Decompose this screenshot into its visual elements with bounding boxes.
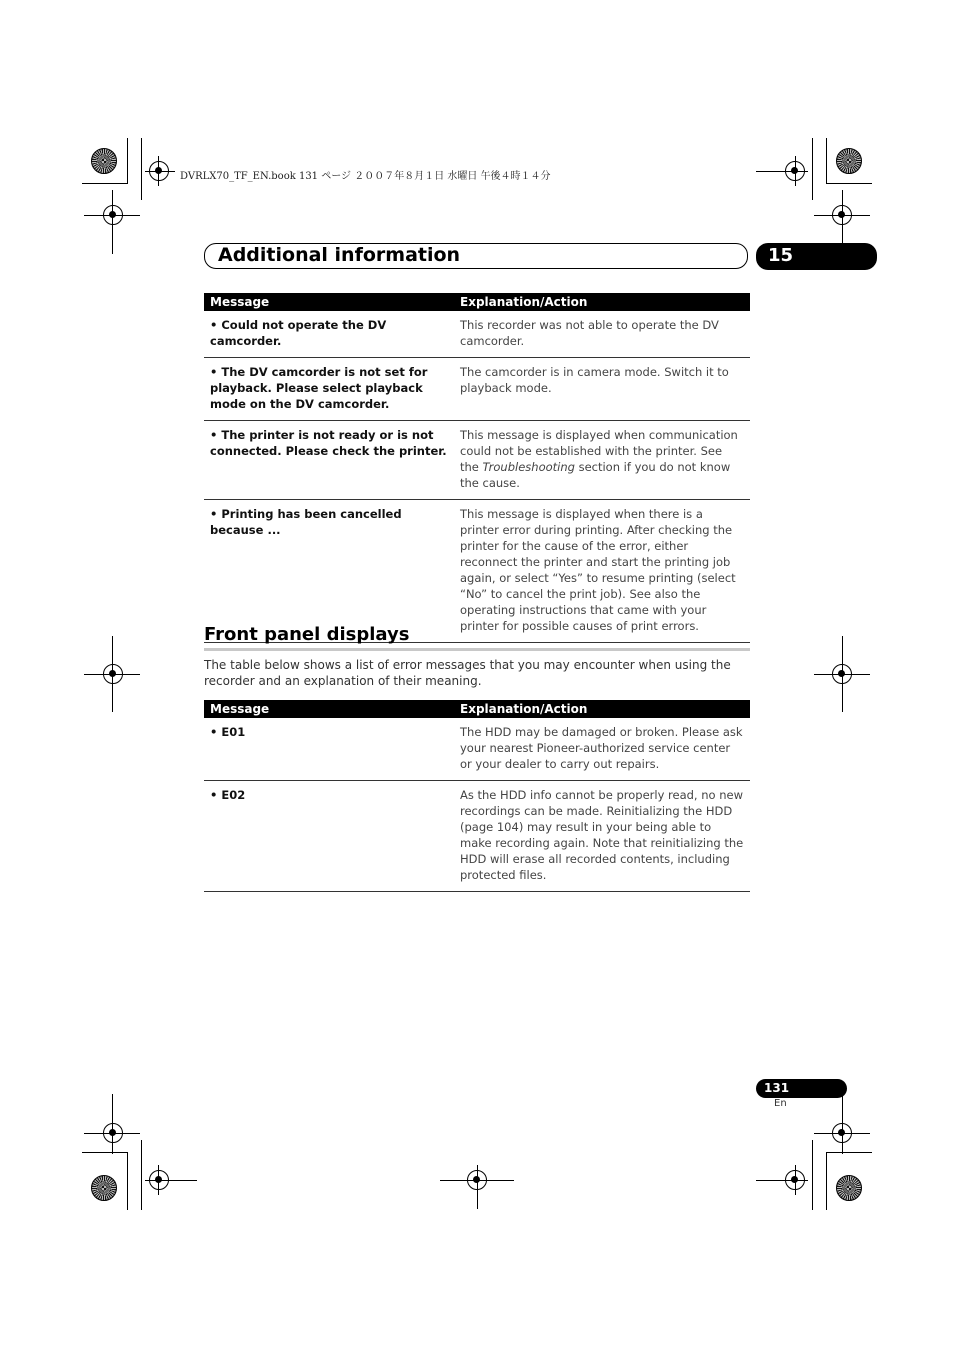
explanation-cell: The HDD may be damaged or broken. Please ask your nearest Pioneer-authorized service center or your dealer to carry out repairs. [454,718,750,781]
crop-mark [826,1152,827,1210]
registration-target-icon [103,205,123,225]
crop-mark [826,183,872,184]
crop-mark [812,138,813,200]
table-header-row [204,293,750,311]
crop-mark [82,1152,128,1153]
explanation-text: This message is displayed when communication could not be established with the printer. See the [460,428,738,474]
registration-star-icon [836,148,862,174]
crop-mark [812,1140,813,1210]
page-language: En [774,1098,787,1109]
registration-target-icon [832,1123,852,1143]
page-number: 131 [764,1081,790,1095]
crop-mark [141,1140,142,1210]
column-header-explanation: Explanation/Action [454,700,750,718]
message-cell: • E02 [204,781,454,892]
page-title: Additional information [218,244,461,266]
column-header-explanation: Explanation/Action [454,293,750,311]
explanation-cell: This message is displayed when there is a printer error during printing. After checking the printer for the cause of the error, either reconnect the printer and start the printing job again, or select “Yes” to resume printing (select “No” to cancel the print job). See also the operating instructions that came with your printer for possible causes of print errors. [454,500,750,643]
registration-target-icon [149,161,169,181]
explanation-text: section if you do not know the cause. [460,460,731,490]
troubleshooting-reference: Troubleshooting [482,460,575,474]
registration-target-icon [832,205,852,225]
file-info: DVRLX70_TF_EN.book 131 ページ ２００７年８月１日 水曜日 午後４時１４分 [180,171,551,182]
table-row [204,421,750,500]
crop-mark [141,138,142,200]
registration-target-icon [103,1123,123,1143]
message-cell: • E01 [204,718,454,781]
crop-mark [127,138,128,184]
crop-mark [82,183,128,184]
registration-target-icon [467,1170,487,1190]
table-header-row [204,700,750,718]
column-header-message: Message [204,293,454,311]
error-code-table [204,700,750,892]
registration-target-icon [832,664,852,684]
explanation-cell: This recorder was not able to operate the DV camcorder. [454,311,750,358]
section-title: Front panel displays [204,624,410,645]
registration-star-icon [836,1175,862,1201]
table-row [204,500,750,643]
explanation-cell: The camcorder is in camera mode. Switch it to playback mode. [454,358,750,421]
table-row [204,311,750,358]
registration-target-icon [785,161,805,181]
registration-target-icon [103,664,123,684]
message-cell: • The printer is not ready or is not connected. Please check the printer. [204,421,454,500]
column-header-message: Message [204,700,454,718]
message-cell: • Could not operate the DV camcorder. [204,311,454,358]
chapter-number: 15 [768,245,794,266]
table-row [204,718,750,781]
crop-mark [127,1152,128,1210]
explanation-cell: As the HDD info cannot be properly read, no new recordings can be made. Reinitializing the HDD (page 104) may result in your being able to make recording again. Note that reinitializing the HDD will erase all recorded contents, including protected files. [454,781,750,892]
table-row [204,358,750,421]
explanation-cell [454,421,750,500]
crop-mark [826,138,827,184]
section-divider [204,648,750,651]
registration-target-icon [149,1170,169,1190]
section-intro: The table below shows a list of error messages that you may encounter when using the recorder and an explanation of their meaning. [204,658,731,688]
message-cell: • Printing has been cancelled because ... [204,500,454,643]
registration-target-icon [785,1170,805,1190]
crop-mark [826,1152,872,1153]
message-table [204,293,750,643]
message-cell: • The DV camcorder is not set for playback. Please select playback mode on the DV camcorder. [204,358,454,421]
registration-star-icon [91,1175,117,1201]
registration-star-icon [91,148,117,174]
table-row [204,781,750,892]
